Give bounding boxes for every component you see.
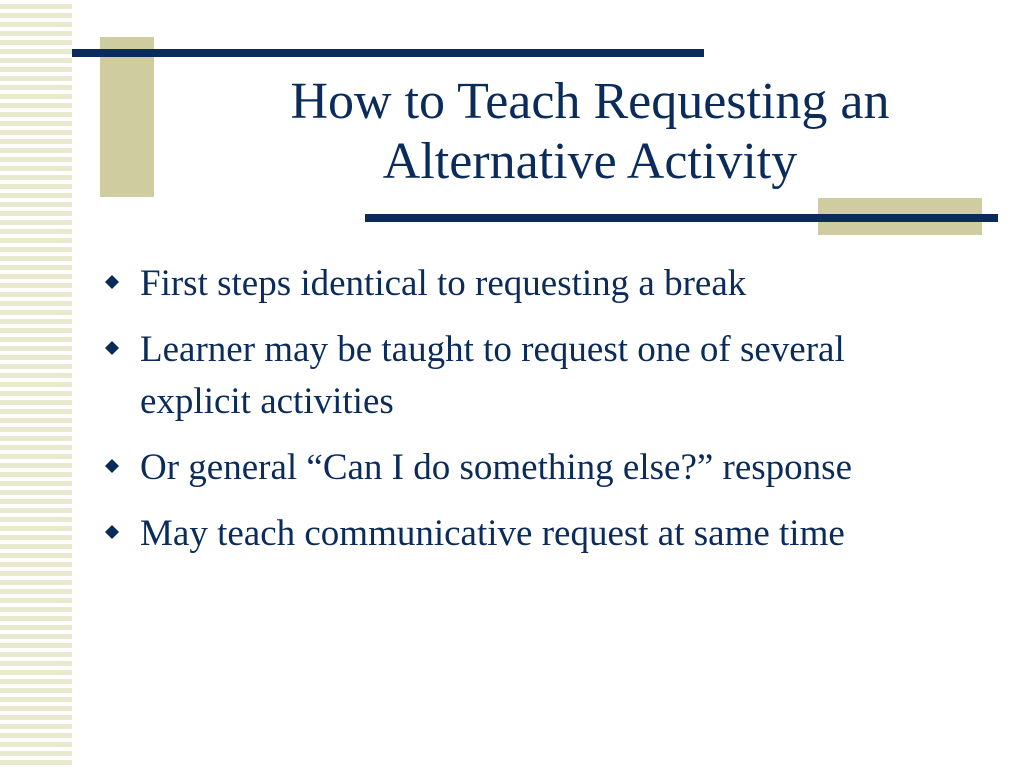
bullet-text: Or general “Can I do something else?” response <box>140 447 852 488</box>
bullet-text: Learner may be taught to request one of several explicit activities <box>140 329 845 422</box>
decorative-side-stripes <box>0 0 72 768</box>
bullet-item <box>100 324 940 428</box>
bullet-item <box>100 258 940 310</box>
decorative-line-bottom <box>365 214 998 222</box>
bullet-text: May teach communicative request at same time <box>140 513 845 554</box>
decorative-block-left <box>100 37 154 197</box>
diamond-bullet-icon <box>105 341 119 355</box>
diamond-bullet-icon <box>105 275 119 289</box>
decorative-line-top <box>72 49 704 57</box>
bullet-list <box>100 258 940 574</box>
diamond-bullet-icon <box>105 525 119 539</box>
bullet-item <box>100 442 940 494</box>
bullet-item <box>100 508 940 560</box>
slide-title <box>160 72 1020 192</box>
slide-title-line: How to Teach Requesting an <box>290 73 890 130</box>
bullet-text: First steps identical to requesting a break <box>140 263 747 304</box>
diamond-bullet-icon <box>105 459 119 473</box>
slide-title-line: Alternative Activity <box>382 133 798 190</box>
